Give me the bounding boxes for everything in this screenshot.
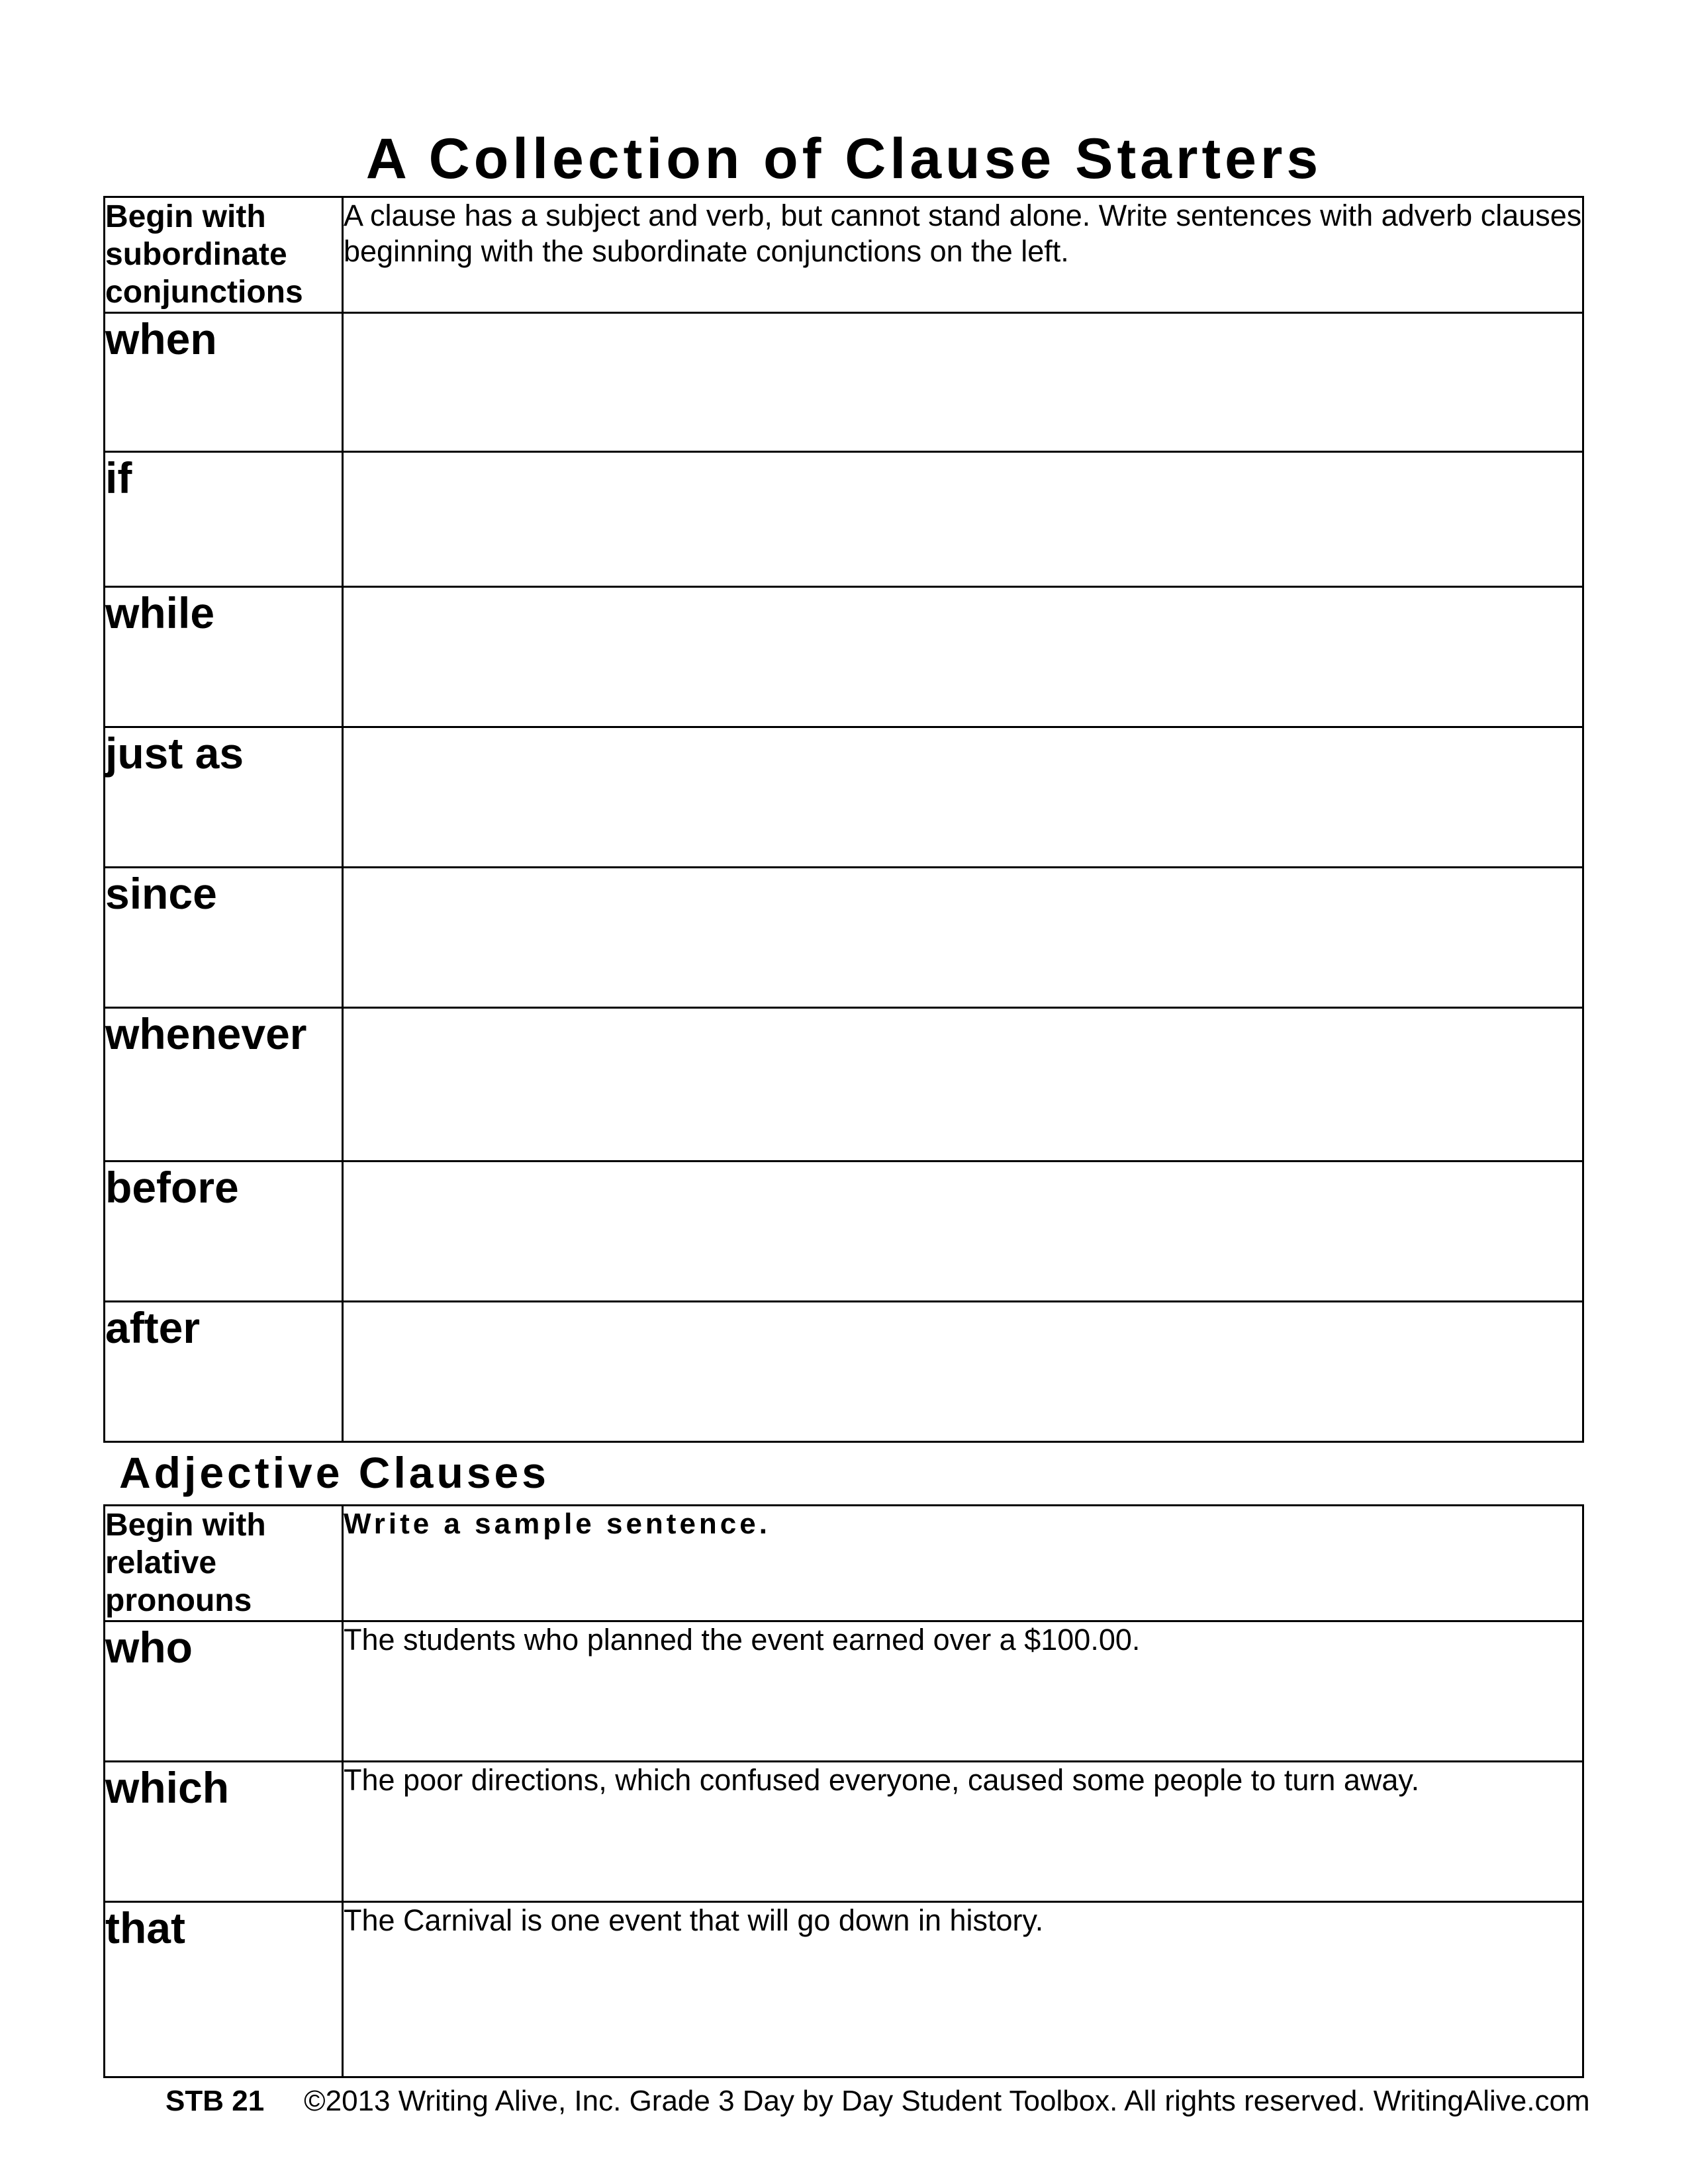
conjunction-before: before	[105, 1161, 343, 1302]
sentence-input-cell[interactable]	[343, 452, 1583, 587]
adjective-clauses-heading: Adjective Clauses	[119, 1448, 549, 1497]
page-footer	[165, 2085, 1590, 2118]
table-row	[105, 1902, 1583, 2077]
sample-sentence: The students who planned the event earned over a $100.00.	[343, 1621, 1583, 1762]
sample-sentence: The poor directions, which confused everyone, caused some people to turn away.	[343, 1762, 1583, 1902]
table-row	[105, 452, 1583, 587]
table-row	[105, 868, 1583, 1008]
conjunction-whenever: whenever	[105, 1008, 343, 1161]
pronoun-which: which	[105, 1762, 343, 1902]
table-row	[105, 1008, 1583, 1161]
header-left-cell: Begin with subordinate conjunctions	[105, 197, 343, 313]
adverb-clause-table	[103, 196, 1584, 1443]
header-left-cell: Begin with relative pronouns	[105, 1506, 343, 1621]
sentence-input-cell[interactable]	[343, 1008, 1583, 1161]
sentence-input-cell[interactable]	[343, 1161, 1583, 1302]
table-row	[105, 1762, 1583, 1902]
table-header-row	[105, 1506, 1583, 1621]
sentence-input-cell[interactable]	[343, 1302, 1583, 1442]
pronoun-who: who	[105, 1621, 343, 1762]
instructions-cell: Write a sample sentence.	[343, 1506, 1583, 1621]
table-row	[105, 1621, 1583, 1762]
table-header-row	[105, 197, 1583, 313]
conjunction-while: while	[105, 587, 343, 727]
page-code: STB 21	[165, 2085, 265, 2117]
table-row	[105, 313, 1583, 452]
pronoun-that: that	[105, 1902, 343, 2077]
page-title: A Collection of Clause Starters	[365, 127, 1323, 191]
conjunction-after: after	[105, 1302, 343, 1442]
conjunction-when: when	[105, 313, 343, 452]
sentence-input-cell[interactable]	[343, 727, 1583, 868]
table-row	[105, 587, 1583, 727]
table-row	[105, 727, 1583, 868]
adjective-clause-table	[103, 1504, 1584, 2078]
instructions-cell: A clause has a subject and verb, but cannot stand alone. Write sentences with adverb clauses beginning with the subordinate conjunctions on the left.	[343, 197, 1583, 313]
table-row	[105, 1302, 1583, 1442]
sample-sentence: The Carnival is one event that will go down in history.	[343, 1902, 1583, 2077]
conjunction-since: since	[105, 868, 343, 1008]
sentence-input-cell[interactable]	[343, 868, 1583, 1008]
conjunction-just-as: just as	[105, 727, 343, 868]
sentence-input-cell[interactable]	[343, 587, 1583, 727]
table-row	[105, 1161, 1583, 1302]
sentence-input-cell[interactable]	[343, 313, 1583, 452]
copyright-text: ©2013 Writing Alive, Inc. Grade 3 Day by Day Student Toolbox. All rights reserved. WritingAlive.com	[304, 2085, 1590, 2117]
conjunction-if: if	[105, 452, 343, 587]
